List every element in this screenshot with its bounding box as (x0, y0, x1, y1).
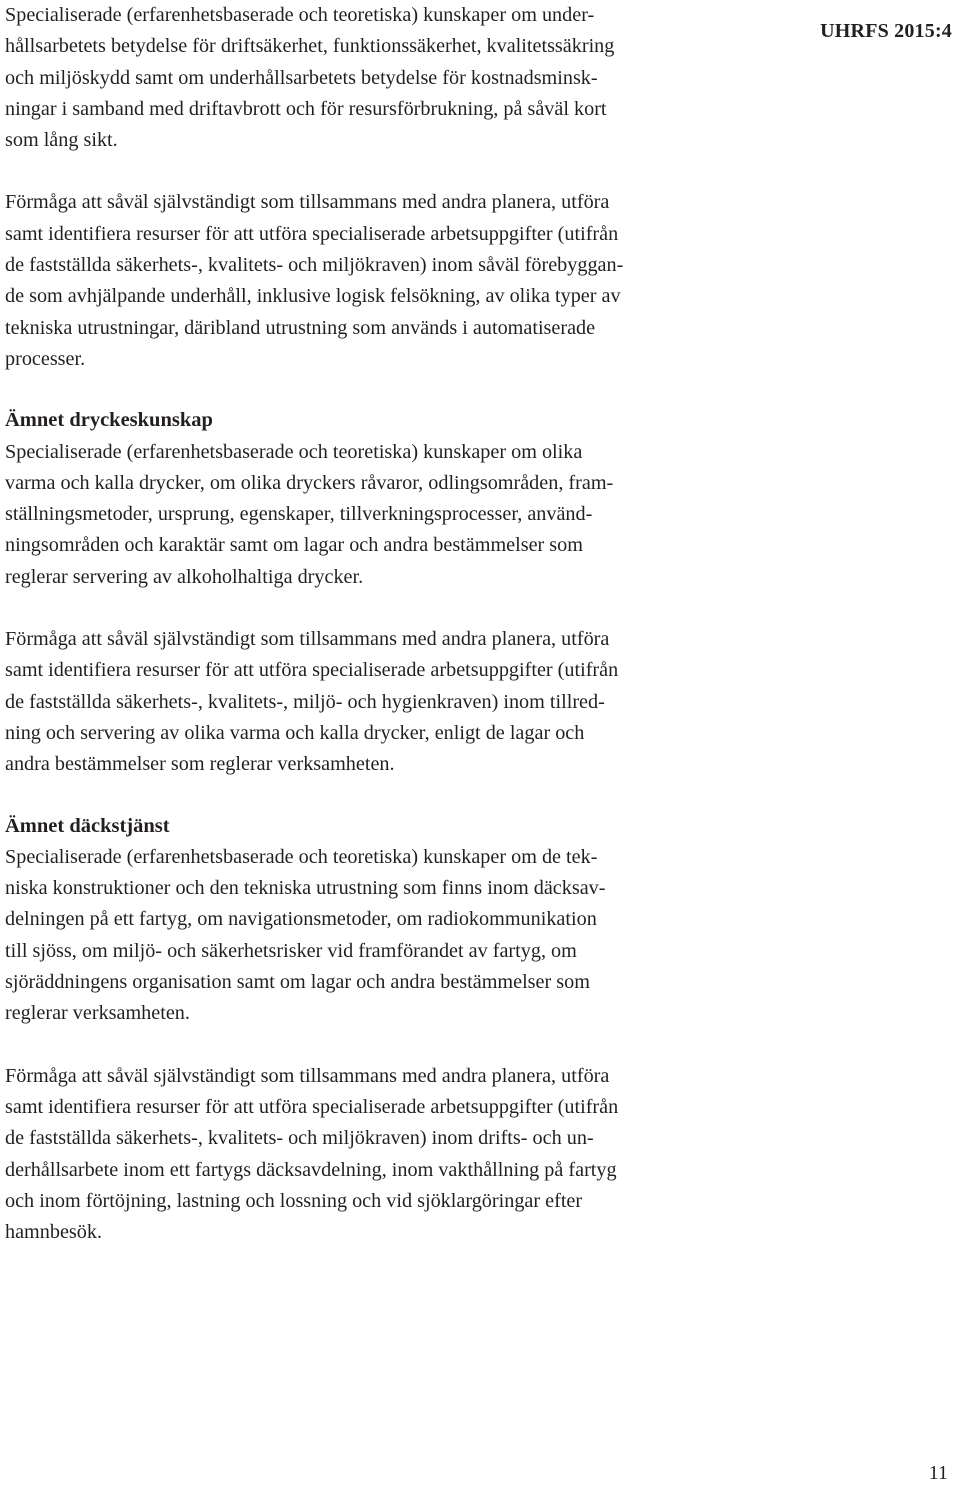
drinks-knowledge-paragraph: Specialiserade (erfarenhetsbaserade och teoretiska) kunskaper om olika varma och kalla drycker, om olika dryckers råvaror, odlingsområden, fram- ställningsmetoder, ursprung, egenskaper, tillverkningsprocesser, använd- ningsområden och karaktär samt om lagar och andra bestämmelser som reglerar servering av alkoholhaltiga drycker. (5, 440, 614, 588)
section-heading-dryckeskunskap: Ämnet dryckeskunskap (5, 409, 213, 432)
maintenance-ability-paragraph: Förmåga att såväl självständigt som tillsammans med andra planera, utföra samt identifiera resurser för att utföra specialiserade arbetsuppgifter (utifrån de fastställda säkerhets-, kvalitets- och miljökraven) inom såväl förebyggan- de som avhjälpande underhåll, inklusive logisk felsökning, av olika typer av tekniska utrustningar, däribland utrustning som används i automatiserade processer. (5, 191, 624, 370)
section-heading-dackstjanst: Ämnet däckstjänst (5, 814, 170, 837)
page-number: 11 (928, 1462, 948, 1484)
deck-knowledge-paragraph: Specialiserade (erfarenhetsbaserade och teoretiska) kunskaper om de tek- niska konstruktioner och den tekniska utrustning som finns inom däcksav- delningen på ett fartyg, om navigationsmetoder, om radiokommunikation till sjöss, om miljö- och säkerhetsrisker vid framförandet av fartyg, om sjöräddningens organisation samt om lagar och andra bestämmelser som reglerar verksamheten. (5, 845, 606, 1025)
drinks-ability-paragraph: Förmåga att såväl självständigt som tillsammans med andra planera, utföra samt identifiera resurser för att utföra specialiserade arbetsuppgifter (utifrån de fastställda säkerhets-, kvalitets-, miljö- och hygienkraven) inom tillred- ning och servering av olika varma och kalla drycker, enligt de lagar och andra bestämmelser som reglerar verksamheten. (5, 628, 619, 776)
maintenance-knowledge-paragraph: Specialiserade (erfarenhetsbaserade och teoretiska) kunskaper om under- hållsarbetets betydelse för driftsäkerhet, funktionssäkerhet, kvalitetssäkring och miljöskydd samt om underhållsarbetets betydelse för kostnadsminsk- ningar i samband med driftavbrott och för resursförbrukning, på såväl kort som lång sikt. (5, 4, 615, 152)
document-body (5, 0, 735, 1248)
document-id: UHRFS 2015:4 (820, 20, 952, 42)
deck-ability-paragraph: Förmåga att såväl självständigt som tillsammans med andra planera, utföra samt identifiera resurser för att utföra specialiserade arbetsuppgifter (utifrån de fastställda säkerhets-, kvalitets- och miljökraven) inom drifts- och un- derhållsarbete inom ett fartygs däcksavdelning, inom vakthållning på fartyg och inom förtöjning, lastning och lossning och vid sjöklargöringar efter hamnbesök. (5, 1064, 619, 1244)
